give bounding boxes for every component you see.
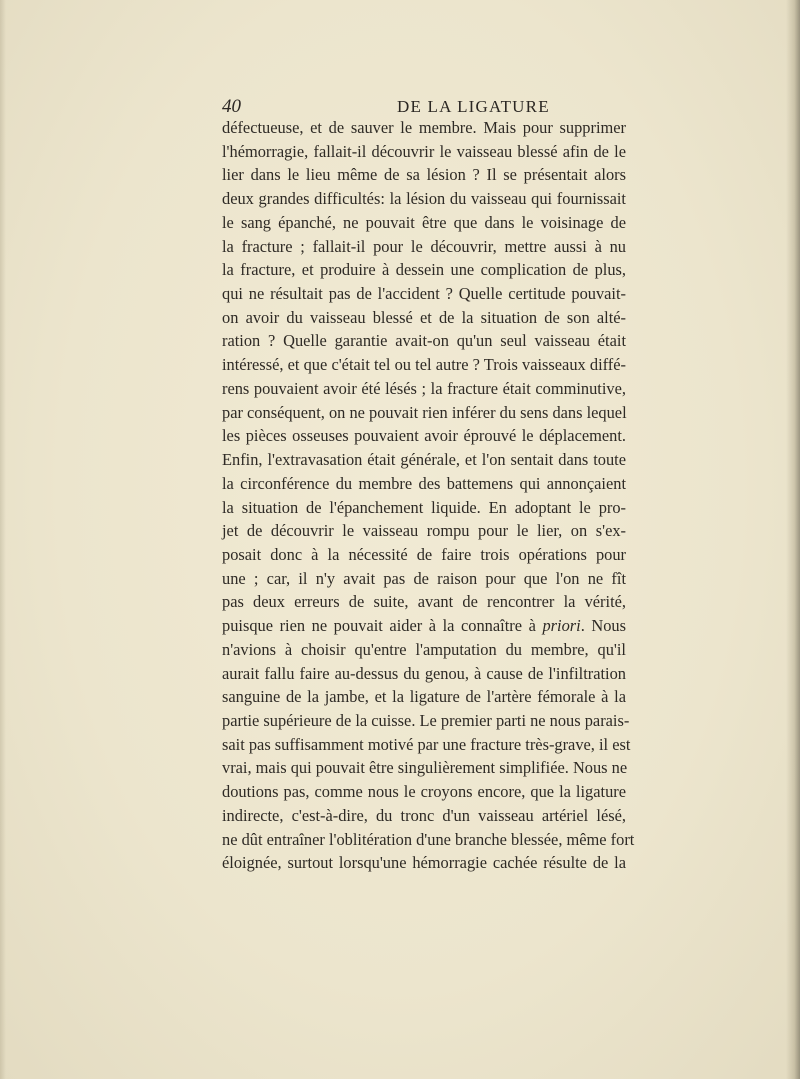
- text-line: intéressé, et que c'était tel ou tel autre ? Trois vaisseaux diffé-: [222, 355, 626, 375]
- text-line: qui ne résultait pas de l'accident ? Quelle certitude pouvait-: [222, 284, 626, 304]
- italic-word: priori: [542, 616, 581, 636]
- text-line: sanguine de la jambe, et la ligature de l'artère fémorale à la: [222, 687, 626, 707]
- text-line: rens pouvaient avoir été lésés ; la fracture était comminutive,: [222, 378, 626, 398]
- text-line: éloignée, surtout lorsqu'une hémorragie cachée résulte de la: [222, 853, 626, 873]
- text-line: posait donc à la nécessité de faire trois opérations pour: [222, 544, 626, 564]
- text-line: une ; car, il n'y avait pas de raison pour que l'on ne fît: [222, 568, 626, 588]
- page-gutter-shadow: [0, 0, 6, 1079]
- text-line: puisque rien ne pouvait aider à la connaître à priori. Nous: [222, 616, 626, 636]
- text-line: aurait fallu faire au-dessus du genou, à cause de l'infiltration: [222, 663, 626, 683]
- text-line: n'avions à choisir qu'entre l'amputation du membre, qu'il: [222, 639, 626, 659]
- text-line: vrai, mais qui pouvait être singulièrement simplifiée. Nous ne: [222, 758, 628, 778]
- running-title: DE LA LIGATURE: [397, 97, 550, 116]
- page-number: 40: [222, 96, 241, 117]
- text-line: l'hémorragie, fallait-il découvrir le vaisseau blessé afin de le: [222, 141, 626, 161]
- page-header: [222, 96, 602, 118]
- text-line: Enfin, l'extravasation était générale, et l'on sentait dans toute: [222, 450, 626, 470]
- text-line: deux grandes difficultés: la lésion du vaisseau qui fournissait: [222, 189, 626, 209]
- text-line: par conséquent, on ne pouvait rien inférer du sens dans lequel: [222, 402, 627, 422]
- text-line: ne dût entraîner l'oblitération d'une branche blessée, même fort: [222, 829, 635, 849]
- text-line: défectueuse, et de sauver le membre. Mais pour supprimer: [222, 118, 626, 137]
- text-line: la fracture ; fallait-il pour le découvrir, mettre aussi à nu: [222, 236, 626, 256]
- text-line: lier dans le lieu même de sa lésion ? Il se présentait alors: [222, 165, 626, 185]
- text-line: la situation de l'épanchement liquide. En adoptant le pro-: [222, 497, 626, 517]
- text-line: les pièces osseuses pouvaient avoir éprouvé le déplacement.: [222, 426, 626, 446]
- body-text: [222, 116, 635, 875]
- text-line: partie supérieure de la cuisse. Le premier parti ne nous parais-: [222, 710, 630, 730]
- page-edge-shadow: [786, 0, 800, 1079]
- text-line: sait pas suffisamment motivé par une fracture très-grave, il est: [222, 734, 631, 754]
- text-line: la circonférence du membre des battemens qui annonçaient: [222, 473, 626, 493]
- text-line: la fracture, et produire à dessein une complication de plus,: [222, 260, 626, 280]
- text-line: doutions pas, comme nous le croyons encore, que la ligature: [222, 782, 626, 802]
- text-line: ration ? Quelle garantie avait-on qu'un seul vaisseau était: [222, 331, 626, 351]
- text-line: on avoir du vaisseau blessé et de la situation de son alté-: [222, 307, 626, 327]
- text-line: indirecte, c'est-à-dire, du tronc d'un vaisseau artériel lésé,: [222, 805, 626, 825]
- text-line: le sang épanché, ne pouvait être que dans le voisinage de: [222, 212, 626, 232]
- text-line: pas deux erreurs de suite, avant de rencontrer la vérité,: [222, 592, 626, 612]
- text-line: jet de découvrir le vaisseau rompu pour le lier, on s'ex-: [222, 521, 626, 541]
